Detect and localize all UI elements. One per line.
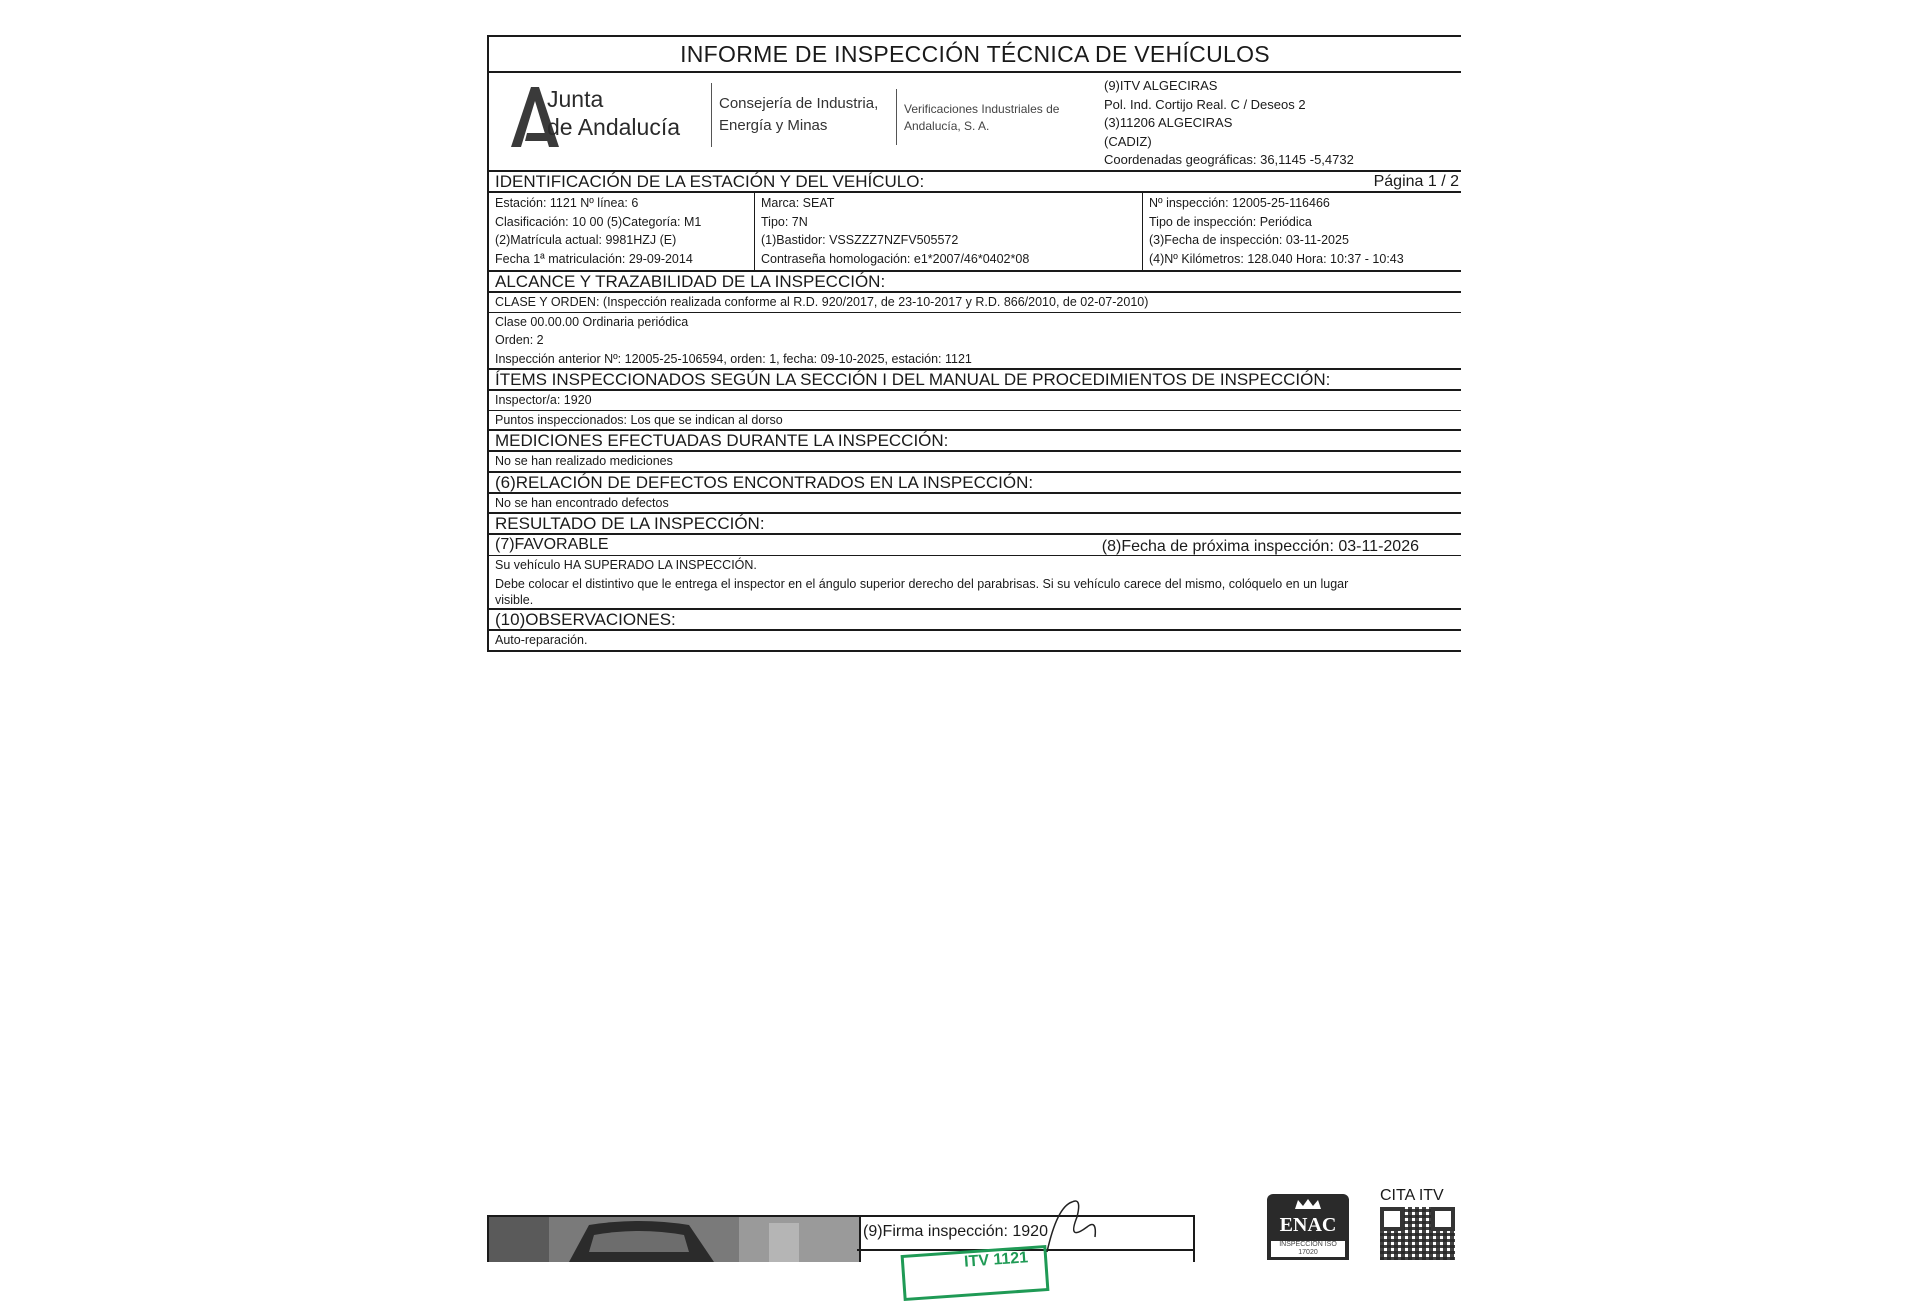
section-heading xyxy=(489,272,1461,293)
identification-heading: IDENTIFICACIÓN DE LA ESTACIÓN Y DEL VEHÍCULO: xyxy=(495,172,925,191)
cita-itv-label: CITA ITV xyxy=(1380,1187,1444,1204)
report-title: INFORME DE INSPECCIÓN TÉCNICA DE VEHÍCULOS xyxy=(489,37,1461,73)
crown-icon xyxy=(1293,1197,1323,1211)
logo-line1: Junta xyxy=(547,86,604,112)
verif-line1: Verificaciones Industriales de xyxy=(904,102,1060,116)
ident-field: Clasificación: 10 00 (5)Categoría: M1 xyxy=(495,214,702,229)
section-heading xyxy=(489,610,1461,631)
qr-code-icon[interactable] xyxy=(1380,1207,1455,1260)
scope-line: Orden: 2 xyxy=(495,333,544,347)
points-line: Puntos inspeccionados: Los que se indican al dorso xyxy=(495,412,783,427)
ident-field: Estación: 1121 Nº línea: 6 xyxy=(495,196,639,210)
station-line: (CADIZ) xyxy=(1104,133,1152,149)
measurements-heading: MEDICIONES EFECTUADAS DURANTE LA INSPECCIÓN: xyxy=(495,431,949,450)
class-order-line: CLASE Y ORDEN: (Inspección realizada conforme al R.D. 920/2017, de 23-10-2017 y R.D. 866/2010, de 02-07-2010) xyxy=(489,293,1461,313)
verificaciones-text xyxy=(904,101,1059,135)
result-line: Su vehículo HA SUPERADO LA INSPECCIÓN. xyxy=(495,558,757,572)
observations-heading: (10)OBSERVACIONES: xyxy=(495,610,676,629)
enac-word: ENAC xyxy=(1279,1214,1337,1236)
logo-text xyxy=(547,85,680,141)
result-line: Debe colocar el distintivo que le entrega el inspector en el ángulo superior derecho del parabrisas. Si su vehículo carece del mismo, colóquelo en un lugar xyxy=(495,576,1349,591)
ident-field: (4)Nº Kilómetros: 128.040 Hora: 10:37 - 10:43 xyxy=(1149,251,1404,266)
ident-field: Tipo de inspección: Periódica xyxy=(1149,214,1312,229)
qr-finder xyxy=(1380,1207,1404,1231)
station-line: Coordenadas geográficas: 36,1145 -5,4732 xyxy=(1104,152,1354,167)
ident-field: (1)Bastidor: VSSZZZ7NZFV505572 xyxy=(761,233,959,247)
scope-line: Clase 00.00.00 Ordinaria periódica xyxy=(495,314,689,329)
result-verdict-row xyxy=(489,535,1461,556)
ident-field: (3)Fecha de inspección: 03-11-2025 xyxy=(1149,233,1349,247)
scope-line: Inspección anterior Nº: 12005-25-106594, orden: 1, fecha: 09-10-2025, estación: 1121 xyxy=(495,351,972,366)
section-heading xyxy=(489,370,1461,391)
measurements-section xyxy=(487,431,1461,473)
car-rear-icon xyxy=(489,1217,859,1262)
verif-line2: Andalucía, S. A. xyxy=(904,119,990,133)
observations-line: Auto-reparación. xyxy=(495,633,588,647)
section-heading xyxy=(489,172,1461,193)
defects-section xyxy=(487,473,1461,515)
vehicle-photo xyxy=(487,1215,861,1262)
result-line: visible. xyxy=(495,593,534,607)
section-heading xyxy=(489,473,1461,494)
defects-heading: (6)RELACIÓN DE DEFECTOS ENCONTRADOS EN LA INSPECCIÓN: xyxy=(495,472,1034,492)
result-heading: RESULTADO DE LA INSPECCIÓN: xyxy=(495,514,765,533)
items-heading: ÍTEMS INSPECCIONADOS SEGÚN LA SECCIÓN I DEL MANUAL DE PROCEDIMIENTOS DE INSPECCIÓN: xyxy=(495,370,1331,389)
ident-field: Nº inspección: 12005-25-116466 xyxy=(1149,196,1330,210)
report-header xyxy=(487,35,1461,172)
identification-grid xyxy=(489,193,1461,270)
station-column xyxy=(489,193,754,270)
consejeria-line1: Consejería de Industria, xyxy=(719,95,879,112)
section-heading xyxy=(489,431,1461,452)
vehicle-column xyxy=(754,193,1142,270)
report-footer xyxy=(487,1187,1462,1271)
station-line: (9)ITV ALGECIRAS xyxy=(1104,78,1218,93)
defects-line: No se han encontrado defectos xyxy=(495,495,669,510)
section-heading xyxy=(489,514,1461,535)
page-number: Página 1 / 2 xyxy=(1373,173,1459,190)
enac-small: INSPECCIÓN ISO 17020 xyxy=(1271,1241,1345,1257)
logo-line2: de Andalucía xyxy=(547,114,681,140)
signature-scribble-icon xyxy=(1027,1197,1107,1257)
signature-label: (9)Firma inspección: 1920 xyxy=(863,1223,1048,1240)
ident-field: Fecha 1ª matriculación: 29-09-2014 xyxy=(495,251,693,266)
qr-finder xyxy=(1431,1207,1455,1231)
result-verdict: (7)FAVORABLE xyxy=(495,536,609,553)
divider xyxy=(711,83,712,147)
items-section xyxy=(487,370,1461,431)
inspection-report xyxy=(487,35,1461,652)
ident-field: Marca: SEAT xyxy=(761,196,835,210)
identification-section xyxy=(487,172,1461,272)
ident-field: Contraseña homologación: e1*2007/46*0402*08 xyxy=(761,251,1030,266)
ident-field: Tipo: 7N xyxy=(761,214,808,229)
scope-heading: ALCANCE Y TRAZABILIDAD DE LA INSPECCIÓN: xyxy=(495,272,886,291)
station-address xyxy=(1104,77,1354,170)
ident-field: (2)Matrícula actual: 9981HZJ (E) xyxy=(495,233,677,247)
measurements-line: No se han realizado mediciones xyxy=(495,454,673,468)
observations-section xyxy=(487,610,1461,652)
stamp-text: ITV 1121 xyxy=(963,1249,1029,1271)
inspection-column xyxy=(1142,193,1461,270)
next-inspection-date: (8)Fecha de próxima inspección: 03-11-2026 xyxy=(1101,538,1419,555)
station-line: Pol. Ind. Cortijo Real. C / Deseos 2 xyxy=(1104,96,1306,112)
consejeria-line2: Energía y Minas xyxy=(719,117,828,134)
divider xyxy=(896,89,897,145)
station-line: (3)11206 ALGECIRAS xyxy=(1104,115,1233,130)
result-section xyxy=(487,514,1461,610)
signature-box xyxy=(857,1215,1195,1271)
consejeria-text xyxy=(719,93,878,137)
inspector-line: Inspector/a: 1920 xyxy=(489,391,1461,411)
scope-section xyxy=(487,272,1461,370)
enac-logo xyxy=(1267,1194,1349,1260)
